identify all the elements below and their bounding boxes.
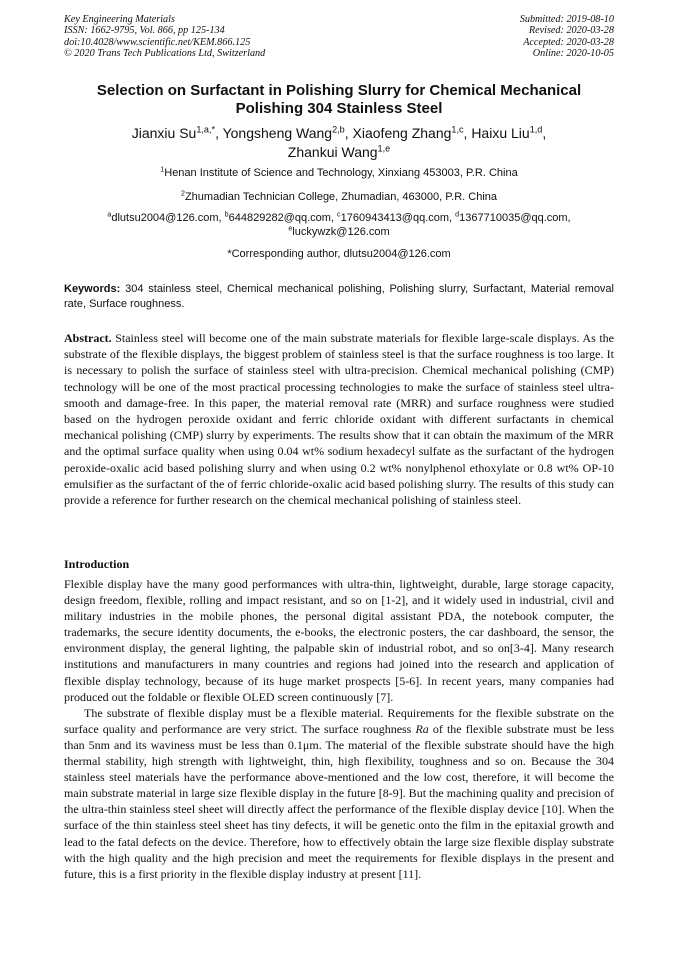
corresponding-author: *Corresponding author, dlutsu2004@126.com — [227, 248, 451, 260]
publication-dates — [520, 14, 614, 60]
author-separator: , — [542, 125, 547, 141]
email-mark: e — [288, 224, 293, 233]
title-line: Polishing 304 Stainless Steel — [235, 100, 443, 117]
email-address: 1367710035@qq.com, — [459, 212, 571, 224]
title-line: Selection on Surfactant in Polishing Slurry for Chemical Mechanical — [96, 82, 582, 99]
keywords-text: 304 stainless steel, Chemical mechanical polishing, Polishing slurry, Surfactant, Material removal rate, Surface roughness. — [64, 283, 614, 310]
date-submitted: Submitted: 2019-08-10 — [519, 14, 614, 25]
affiliation-2 — [64, 190, 614, 204]
keywords — [64, 282, 614, 311]
author-affiliation-mark: 1,c — [451, 124, 464, 135]
author-name: Xiaofeng Zhang — [352, 125, 452, 141]
email-mark: d — [455, 210, 460, 219]
author-name: Haixu Liu — [471, 125, 530, 141]
date-online: Online: 2020-10-05 — [532, 48, 614, 60]
email-list — [64, 211, 614, 239]
author-name: Jianxiu Su — [131, 125, 197, 141]
paragraph-text: The substrate of flexible display must be a flexible material. Requirements for the flexible substrate on the surface quality and performance are very strict. The surface roughness — [64, 705, 614, 736]
email-address: luckywzk@126.com — [292, 226, 390, 238]
author-name: Yongsheng Wang — [222, 125, 333, 141]
author-separator: , — [463, 125, 472, 141]
journal-info — [64, 14, 265, 60]
date-accepted: Accepted: 2020-03-28 — [523, 36, 614, 48]
author-name: Zhankui Wang — [287, 144, 378, 160]
affiliation-mark: 1 — [160, 165, 165, 174]
paragraph-text: of the flexible substrate must be less than 5nm and its waviness must be less than 0.1μm. The material of the flexible substrate should have the high thermal stability, high strength with lightweight, thin, high flexibility, toughness and so on. Because the 304 stainless steel materials have the performance above-mentioned and the low cost, therefore, it will become the main substrate material in large size flexible display in the future [8-9]. But the machining quality and precision of the ultra-thin stainless steel sheet will directly affect the performance of the flexible display device [10]. When the surface of the thin stainless steel sheet has tiny defects, it will be genetic onto the film in the epitaxial growth and lead to the fatal defects on the device. Therefore, how to effectively obtain the large size flexible display substrate with the high quality and the high precision and meet the requirements for flexible displays in the present and future, this is a first priority in the flexible display industry at present [11]. — [64, 721, 614, 881]
journal-doi: doi:10.4028/www.scientific.net/KEM.866.125 — [64, 36, 251, 48]
email-address: 1760943413@qq.com, — [340, 212, 456, 224]
author-separator: , — [215, 125, 223, 141]
author-affiliation-mark: 1,e — [377, 143, 391, 154]
abstract-text: Stainless steel will become one of the main substrate materials for flexible large-scale displays. As the substrate of the flexible displays, the biggest problem of stainless steel is that the surface roughness is too large. It is necessary to polish the surface of stainless steel with ultra-precision. Chemical mechanical polishing (CMP) technology will be one of the most practical processing technologies to make the surface of stainless steel ultra-smooth and damage-free. In this paper, the material removal rate (MRR) and surface roughness were studied based on the hydrogen peroxide oxidant and ferric chloride oxidant with different surfactants in chemical mechanical polishing (CMP) slurry by experiments. The results show that it can obtain the maximum of the MRR and the optimal surface quality when using 0.04 wt% sodium hexadecyl sulfate as the surfactant of the hydrogen peroxide-oxalic acid based polishing slurry and when using 0.2 wt% nonylphenol ethoxylate or 0.8 wt% OP-10 emulsifier as the surfactant of the of ferric chloride-oxalic acid based polishing slurry. The results of this study can provide a reference for further research on the chemical mechanical polishing of stainless steel. — [64, 331, 614, 508]
author-affiliation-mark: 2,b — [332, 124, 345, 135]
affiliation-text: Henan Institute of Science and Technology, Xinxiang 453003, P.R. China — [164, 167, 518, 179]
paragraph: Flexible display have the many good performances with ultra-thin, lightweight, durable, large storage capacity, design freedom, flexible, rolling and impact resistant, and so on [1-2], and it widely used in industrial, civil and military industries in the mobile phones, the personal digital assistant PDA, the notebook computer, the trademarks, the secure identity documents, the e-books, the electronic posters, the car dashboard, the sensor, the environment display, the general lighting, the palpable skin of industrial robot, and so on[3-4]. Many research institutions and manufacturers in many countries and regions had joined into the research and application of flexible display technology, because of its huge market prospects [5-6]. In recent years, many companies had produced out the foldable or flexible OLED screen continuously [7]. — [64, 577, 614, 704]
author-affiliation-mark: 1,d — [529, 124, 543, 135]
author-affiliation-mark: 1,a,* — [196, 124, 216, 135]
section-heading-introduction: Introduction — [64, 557, 130, 571]
paper-title — [64, 82, 614, 118]
keywords-label: Keywords: — [64, 283, 121, 295]
abstract-label: Abstract. — [64, 331, 112, 345]
email-address: 644829282@qq.com, — [228, 212, 338, 224]
email-mark: a — [107, 210, 112, 219]
affiliation-1 — [64, 166, 614, 180]
journal-name: Key Engineering Materials — [64, 14, 175, 25]
paragraph — [64, 705, 614, 882]
affiliation-text: Zhumadian Technician College, Zhumadian, 463000, P.R. China — [184, 191, 498, 203]
introduction-body — [64, 576, 614, 882]
author-list — [64, 124, 614, 162]
email-mark: c — [337, 210, 341, 219]
journal-copyright: © 2020 Trans Tech Publications Ltd, Switzerland — [64, 48, 266, 60]
date-revised: Revised: 2020-03-28 — [528, 25, 614, 37]
author-separator: , — [344, 125, 353, 141]
affiliation-mark: 2 — [180, 189, 185, 198]
abstract — [64, 330, 614, 508]
journal-issn: ISSN: 1662-9795, Vol. 866, pp 125-134 — [64, 25, 225, 37]
email-address: dlutsu2004@126.com, — [111, 212, 225, 224]
email-mark: b — [224, 210, 229, 219]
roughness-symbol: Ra — [415, 721, 429, 736]
